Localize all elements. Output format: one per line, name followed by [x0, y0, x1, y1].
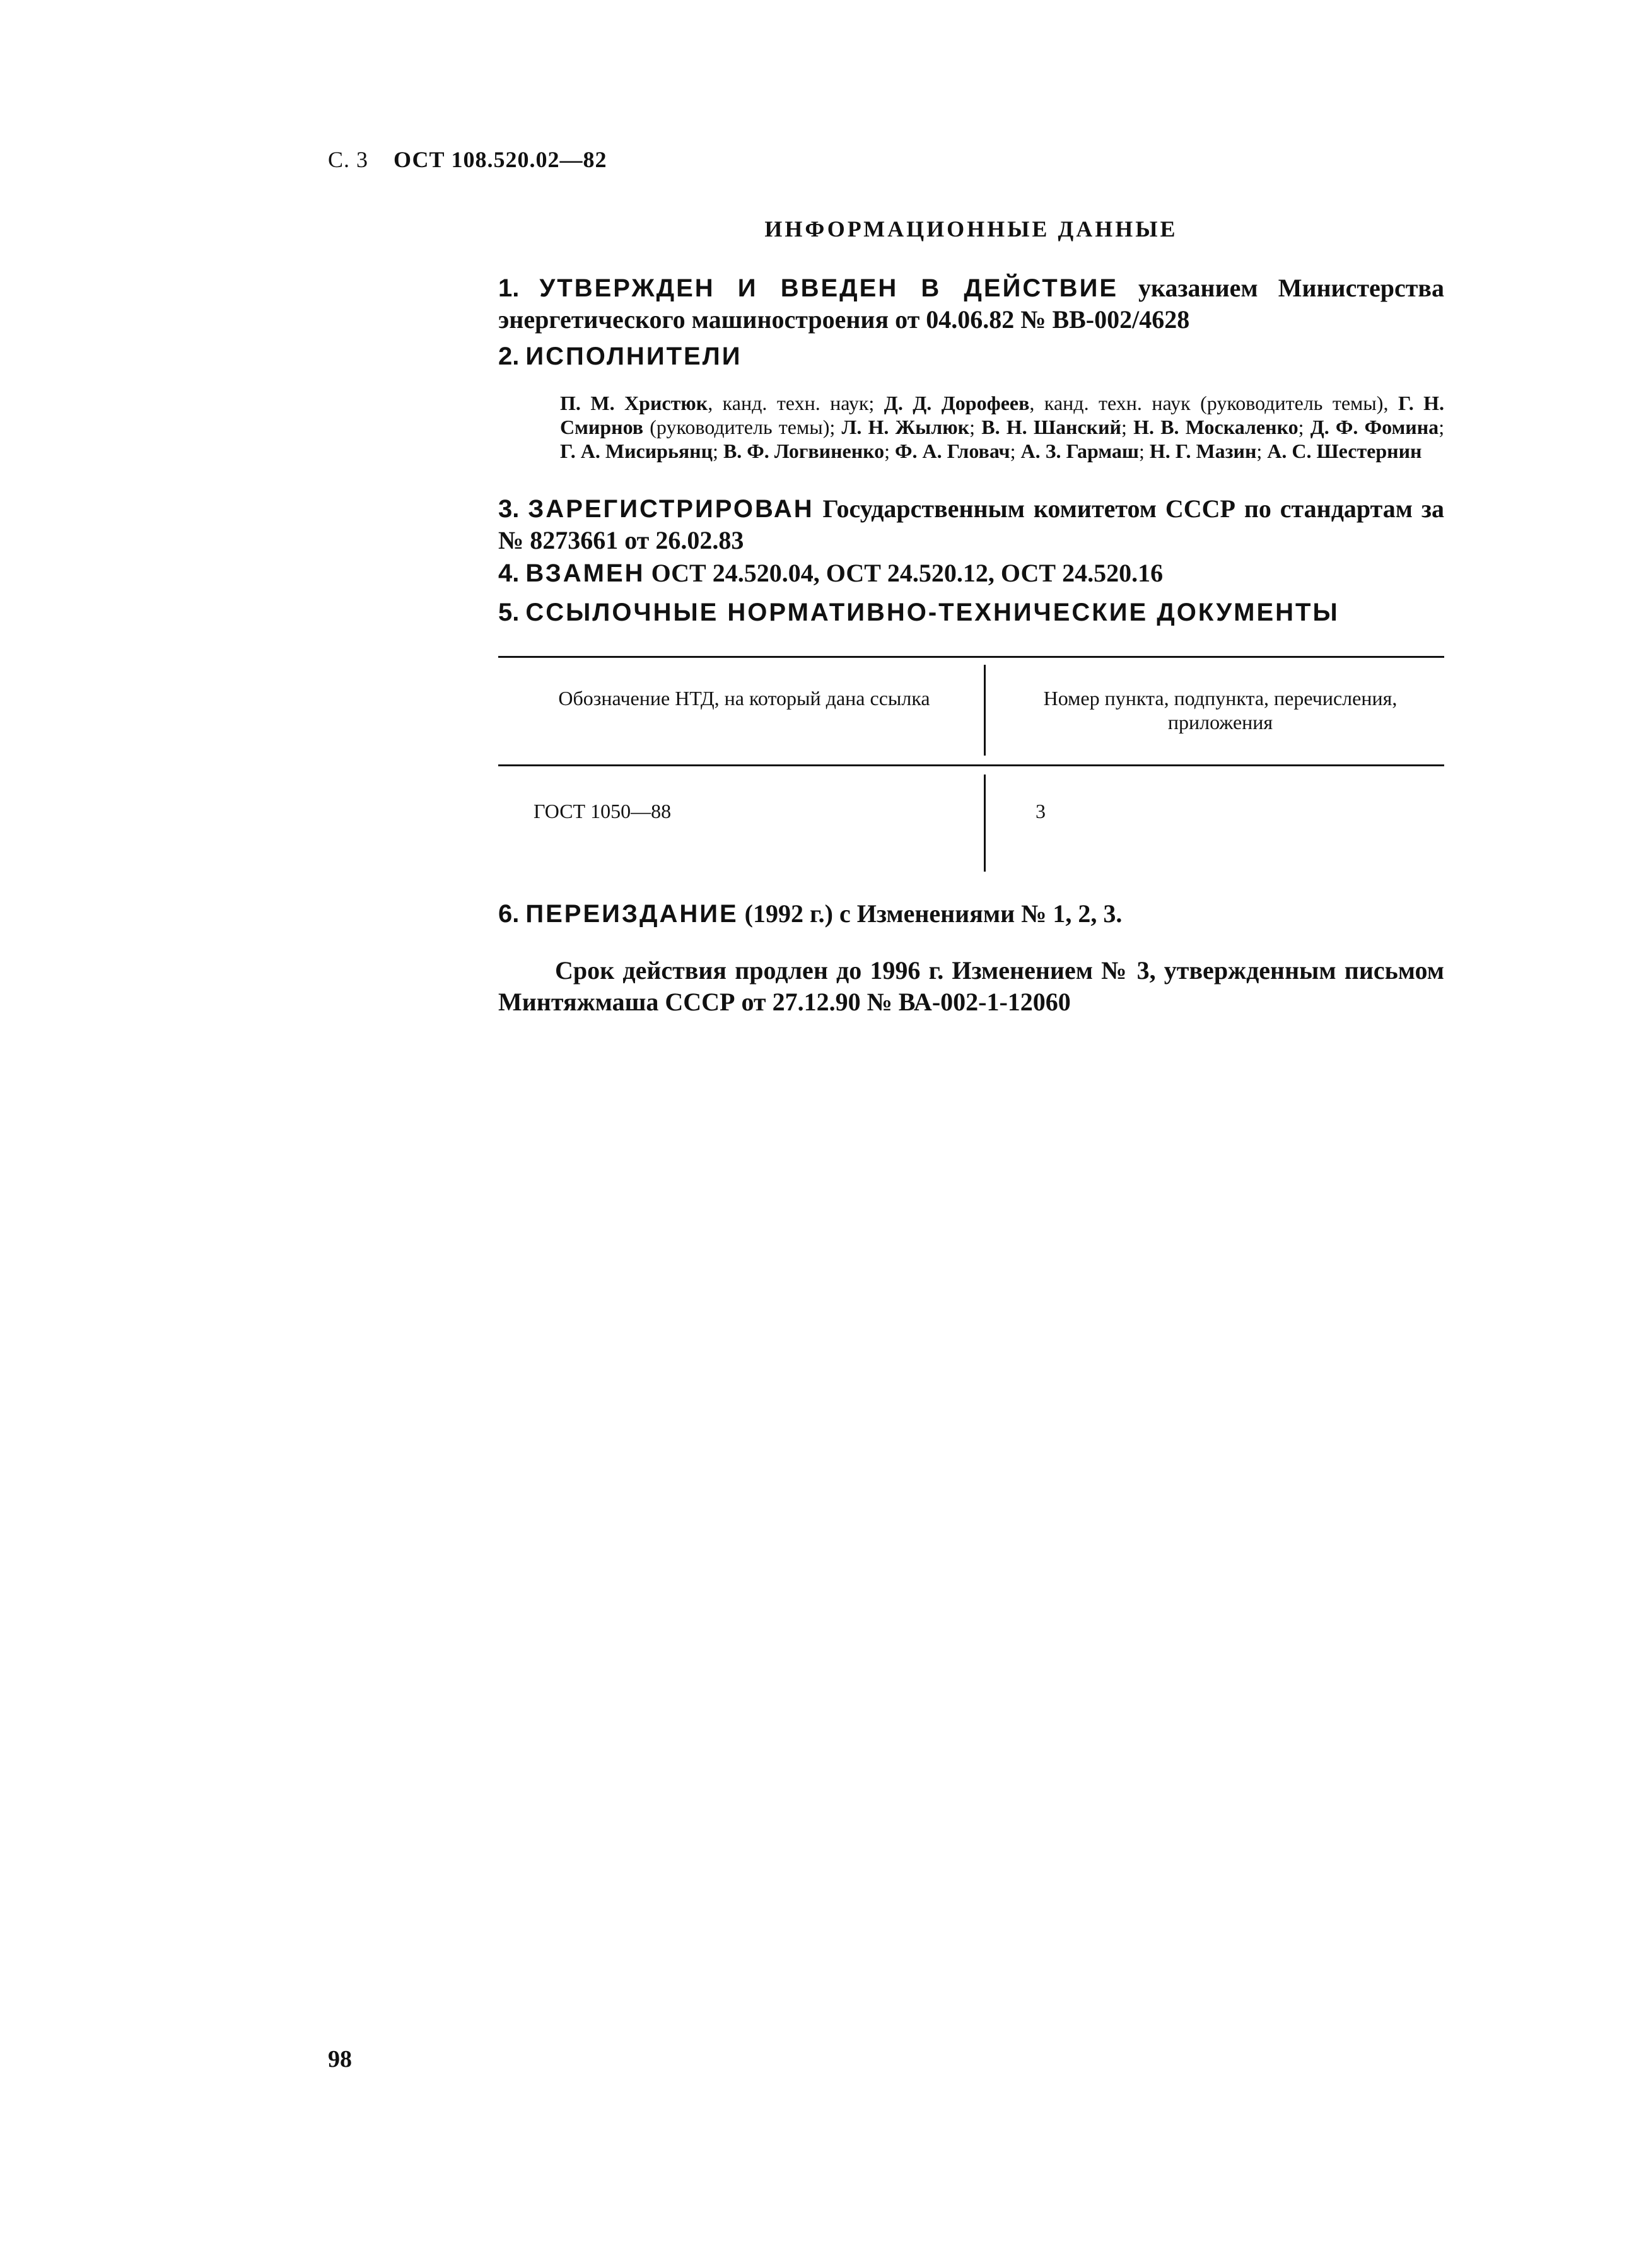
executor-role: ;: [713, 440, 723, 462]
executor-name: В. Н. Шанский: [981, 416, 1121, 438]
item-number: 4.: [498, 559, 520, 587]
item-lead: ССЫЛОЧНЫЕ НОРМАТИВНО-ТЕХНИЧЕСКИЕ ДОКУМЕНТЫ: [525, 599, 1340, 626]
executor-role: , канд. техн. наук;: [708, 392, 884, 414]
executor-name: Д. Ф. Фомина: [1310, 416, 1439, 438]
item-replaces: [498, 558, 1444, 589]
executor-name: Г. Н. Смирнов: [560, 392, 1445, 438]
item-lead: ЗАРЕГИСТРИРОВАН: [528, 495, 814, 523]
item-registered: [498, 493, 1444, 556]
page-number: 98: [328, 2046, 352, 2072]
section-title: ИНФОРМАЦИОННЫЕ ДАННЫЕ: [764, 216, 1178, 242]
executor-role: , канд. техн. наук (руководитель темы),: [1029, 392, 1398, 414]
table-cell-document: ГОСТ 1050—88: [534, 800, 672, 822]
executor-name: А. С. Шестернин: [1267, 440, 1422, 462]
executor-name: Г. А. Мисирьянц: [560, 440, 713, 462]
executor-role: ;: [884, 440, 896, 462]
item-number: 6.: [498, 900, 520, 928]
executor-role: ;: [1138, 440, 1150, 462]
item-lead: ИСПОЛНИТЕЛИ: [525, 342, 742, 370]
table-top-rule: [498, 656, 1444, 658]
executor-role: ;: [1298, 416, 1310, 438]
validity-extension-note: Срок действия продлен до 1996 г. Изменением № 3, утвержденным письмом Минтяжмаша СССР от 27.12.90 № ВА-002-1-12060: [498, 956, 1444, 1016]
item-lead: ВЗАМЕН: [525, 559, 645, 587]
column-divider: [984, 775, 986, 872]
item-number: 5.: [498, 599, 520, 626]
executor-role: ;: [1439, 416, 1445, 438]
item-text: ОСТ 24.520.04, ОСТ 24.520.12, ОСТ 24.520.16: [645, 559, 1164, 587]
executor-role: ;: [1121, 416, 1134, 438]
item-lead: ПЕРЕИЗДАНИЕ: [525, 900, 738, 928]
executor-name: Н. Г. Мазин: [1149, 440, 1257, 462]
table-header-rule: [498, 764, 1444, 766]
item-approved: [498, 272, 1444, 336]
executor-name: Л. Н. Жылюк: [841, 416, 970, 438]
executor-name: Н. В. Москаленко: [1133, 416, 1299, 438]
executor-role: ;: [969, 416, 982, 438]
item-lead: УТВЕРЖДЕН И ВВЕДЕН В ДЕЙСТВИЕ: [539, 274, 1118, 302]
executor-name: В. Ф. Логвиненко: [723, 440, 885, 462]
running-head: [328, 146, 607, 173]
item-text: указанием Министерства энергетического машиностроения от 04.06.82 № ВВ-002/4628: [498, 274, 1444, 334]
executor-name: П. М. Христюк: [560, 392, 708, 414]
executor-name: Д. Д. Дорофеев: [884, 392, 1030, 414]
executor-role: ;: [1010, 440, 1021, 462]
executor-role: ;: [1256, 440, 1268, 462]
column-divider: [984, 665, 986, 756]
doc-code: ОСТ 108.520.02—82: [394, 147, 607, 172]
item-executors: [498, 341, 1444, 372]
executors-list: [560, 391, 1444, 463]
table-cell-clause: 3: [1036, 800, 1046, 822]
table-header-clause: Номер пункта, подпункта, перечисления, приложения: [1043, 687, 1398, 734]
executor-role: (руководитель темы);: [643, 416, 842, 438]
reference-table: [498, 651, 1444, 878]
table-header-document: Обозначение НТД, на который дана ссылка: [558, 687, 930, 710]
item-references: [498, 597, 1444, 628]
item-text: Государственным комитетом СССР по стандартам за № 8273661 от 26.02.83: [498, 494, 1444, 554]
item-text: (1992 г.) с Изменениями № 1, 2, 3.: [738, 899, 1123, 928]
page-label: С. 3: [328, 147, 369, 172]
item-number: 2.: [498, 342, 520, 370]
executor-name: Ф. А. Гловач: [895, 440, 1010, 462]
executor-name: А. З. Гармаш: [1020, 440, 1139, 462]
item-reissue: [498, 898, 1444, 930]
item-number: 1.: [498, 274, 520, 302]
item-number: 3.: [498, 495, 520, 523]
